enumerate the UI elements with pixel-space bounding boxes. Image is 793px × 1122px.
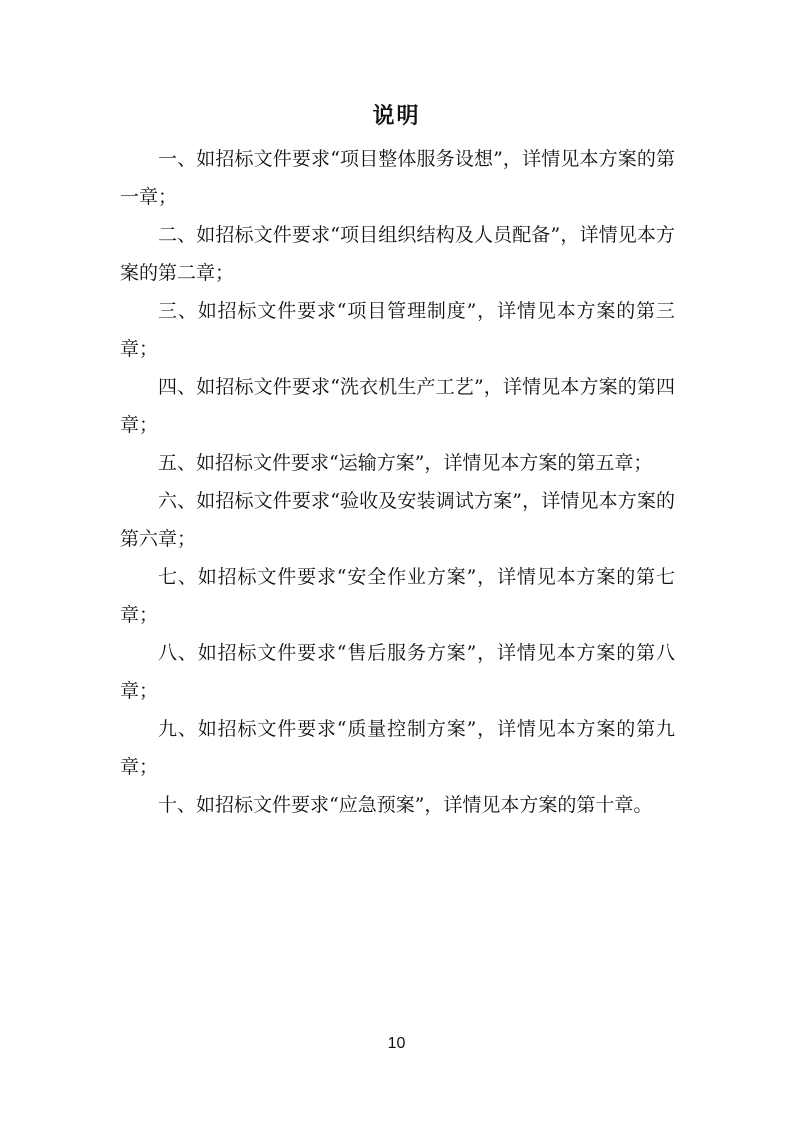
paragraph-4: 四、如招标文件要求“洗衣机生产工艺”，详情见本方案的第四章； — [120, 376, 675, 436]
paragraph-3: 三、如招标文件要求“项目管理制度”，详情见本方案的第三章； — [120, 300, 675, 360]
page-number: 10 — [387, 1035, 406, 1052]
document-body — [120, 140, 675, 824]
paragraph-1: 一、如招标文件要求“项目整体服务设想”，详情见本方案的第一章； — [120, 148, 675, 208]
paragraph-6: 六、如招标文件要求“验收及安装调试方案”，详情见本方案的第六章； — [120, 490, 675, 550]
paragraph-8: 八、如招标文件要求“售后服务方案”，详情见本方案的第八章； — [120, 642, 675, 702]
paragraph-10: 十、如招标文件要求“应急预案”，详情见本方案的第十章。 — [158, 794, 653, 816]
paragraph-7: 七、如招标文件要求“安全作业方案”，详情见本方案的第七章； — [120, 566, 675, 626]
page-title: 说明 — [372, 104, 421, 129]
paragraph-5: 五、如招标文件要求“运输方案”，详情见本方案的第五章； — [158, 452, 653, 474]
paragraph-2: 二、如招标文件要求“项目组织结构及人员配备”，详情见本方案的第二章； — [120, 224, 675, 284]
paragraph-9: 九、如招标文件要求“质量控制方案”，详情见本方案的第九章； — [120, 718, 675, 778]
